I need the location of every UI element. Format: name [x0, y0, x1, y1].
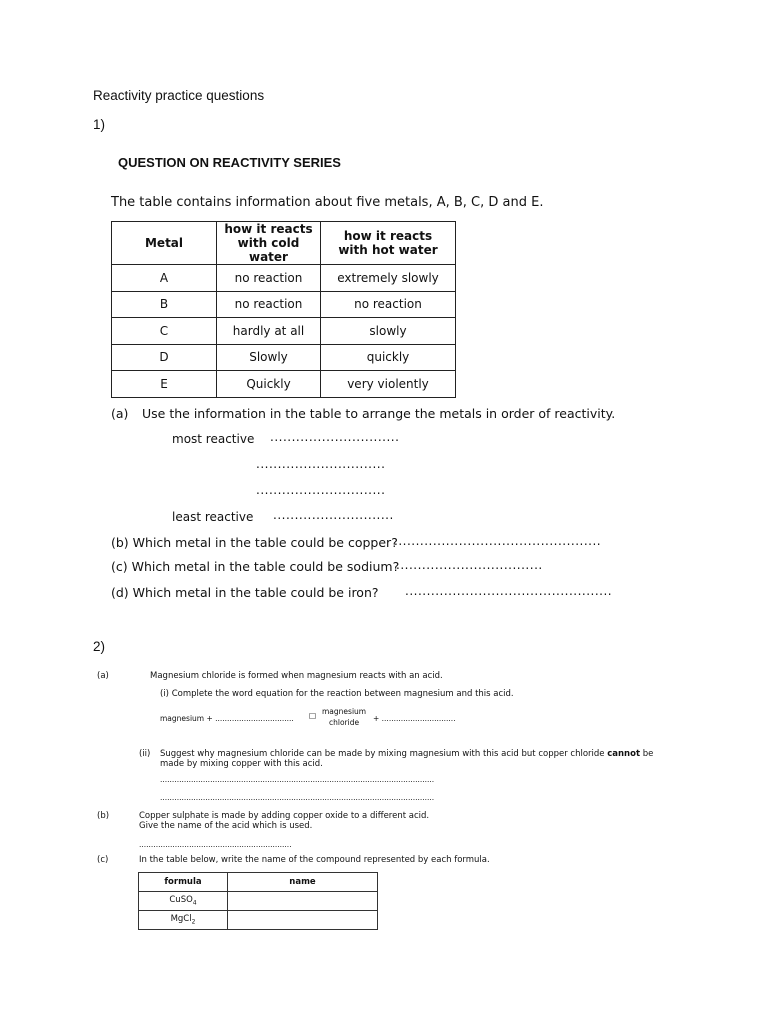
q2-part-a-ii-answer-line-1[interactable]: ................................................................................................................... — [160, 775, 435, 784]
word-equation-product-1: magnesium — [322, 707, 367, 716]
q2-part-b-text-1: Copper sulphate is made by adding copper oxide to a different acid. — [139, 811, 430, 821]
part-d-question: (d) Which metal in the table could be iron? — [111, 585, 379, 600]
question-1-heading: QUESTION ON REACTIVITY SERIES — [118, 155, 341, 170]
table-row — [112, 265, 456, 292]
cell-hot: no reaction — [321, 291, 456, 318]
q2-part-c-label: (c) — [97, 855, 109, 865]
name-answer-cell[interactable] — [228, 892, 378, 911]
formula-text: MgCl — [170, 914, 192, 925]
header-hot-water-text: how it reacts with hot water — [338, 229, 438, 257]
header-cold-water — [217, 222, 321, 265]
cell-cold: Slowly — [217, 344, 321, 371]
cell-hot: slowly — [321, 318, 456, 345]
least-reactive-label: least reactive — [172, 510, 254, 524]
cell-hot: extremely slowly — [321, 265, 456, 292]
answer-line-4[interactable]: ............................ — [273, 508, 394, 522]
q2-part-c-text: In the table below, write the name of the compound represented by each formula. — [139, 855, 490, 865]
reactivity-table-header-row — [112, 222, 456, 265]
word-equation-left[interactable]: magnesium + ................................. — [160, 714, 294, 723]
formula-table-header-row — [139, 873, 378, 892]
part-a-text: Use the information in the table to arrange the metals in order of reactivity. — [142, 406, 616, 421]
formula-text: CuSO — [169, 895, 193, 906]
question-2-number: 2) — [93, 639, 106, 654]
question-1-intro: The table contains information about five metals, A, B, C, D and E. — [111, 195, 544, 210]
formula-subscript: 4 — [192, 899, 197, 907]
reactivity-table — [111, 221, 456, 398]
arrow-box-icon: □ — [309, 711, 317, 720]
cell-cold: hardly at all — [217, 318, 321, 345]
part-d-answer-line[interactable]: ................................................ — [405, 584, 613, 598]
header-formula: formula — [139, 873, 228, 892]
table-row — [112, 344, 456, 371]
cell-metal: B — [112, 291, 217, 318]
formula-cell — [139, 911, 228, 930]
answer-line-1[interactable]: .............................. — [270, 430, 400, 444]
formula-subscript: 2 — [191, 918, 196, 926]
cell-hot: very violently — [321, 371, 456, 398]
q2-part-a-ii-text-1: Suggest why magnesium chloride can be made by mixing magnesium with this acid but copper chloride — [160, 749, 605, 759]
table-row — [139, 911, 378, 930]
word-equation-right[interactable]: + ............................... — [373, 714, 456, 723]
q2-part-b-label: (b) — [97, 811, 110, 821]
part-b-answer-line[interactable]: ................................................ — [394, 534, 602, 548]
cell-metal: C — [112, 318, 217, 345]
q2-part-a-ii-text-2: made by mixing copper with this acid. — [160, 759, 323, 769]
part-a-label: (a) — [111, 406, 129, 421]
name-answer-cell[interactable] — [228, 911, 378, 930]
q2-part-b-text-2: Give the name of the acid which is used. — [139, 821, 313, 831]
q2-part-a-ii-label: (ii) — [139, 749, 151, 759]
cell-metal: A — [112, 265, 217, 292]
table-row — [112, 291, 456, 318]
most-reactive-label: most reactive — [172, 432, 255, 446]
cell-cold: Quickly — [217, 371, 321, 398]
table-row — [112, 318, 456, 345]
header-metal: Metal — [112, 222, 217, 265]
word-equation-product-2: chloride — [329, 718, 360, 727]
q2-part-b-answer-line[interactable]: ................................................................ — [139, 840, 292, 849]
q2-part-a-text: Magnesium chloride is formed when magnesium reacts with an acid. — [150, 671, 443, 681]
answer-line-2[interactable]: .............................. — [256, 457, 386, 471]
formula-table — [138, 872, 378, 930]
q2-part-a-i-text: (i) Complete the word equation for the reaction between magnesium and this acid. — [160, 689, 514, 699]
part-c-question: (c) Which metal in the table could be sodium? — [111, 559, 400, 574]
part-b-question: (b) Which metal in the table could be copper? — [111, 535, 398, 550]
q2-part-a-ii-be: be — [642, 749, 654, 759]
cell-cold: no reaction — [217, 291, 321, 318]
table-row — [139, 892, 378, 911]
table-row — [112, 371, 456, 398]
document-title: Reactivity practice questions — [93, 88, 265, 103]
answer-line-3[interactable]: .............................. — [256, 483, 386, 497]
cell-metal: D — [112, 344, 217, 371]
cell-metal: E — [112, 371, 217, 398]
cannot-emphasis: cannot — [607, 749, 641, 759]
header-cold-water-text: how it reacts with cold water — [224, 222, 313, 264]
q2-part-a-ii-line-1 — [160, 749, 653, 759]
header-hot-water — [321, 222, 456, 265]
cell-cold: no reaction — [217, 265, 321, 292]
header-name: name — [228, 873, 378, 892]
question-1-number: 1) — [93, 117, 106, 132]
cell-hot: quickly — [321, 344, 456, 371]
formula-cell — [139, 892, 228, 911]
part-c-answer-line[interactable]: .................................. — [396, 558, 543, 572]
q2-part-a-ii-answer-line-2[interactable]: ................................................................................................................... — [160, 793, 435, 802]
q2-part-a-label: (a) — [97, 671, 109, 681]
